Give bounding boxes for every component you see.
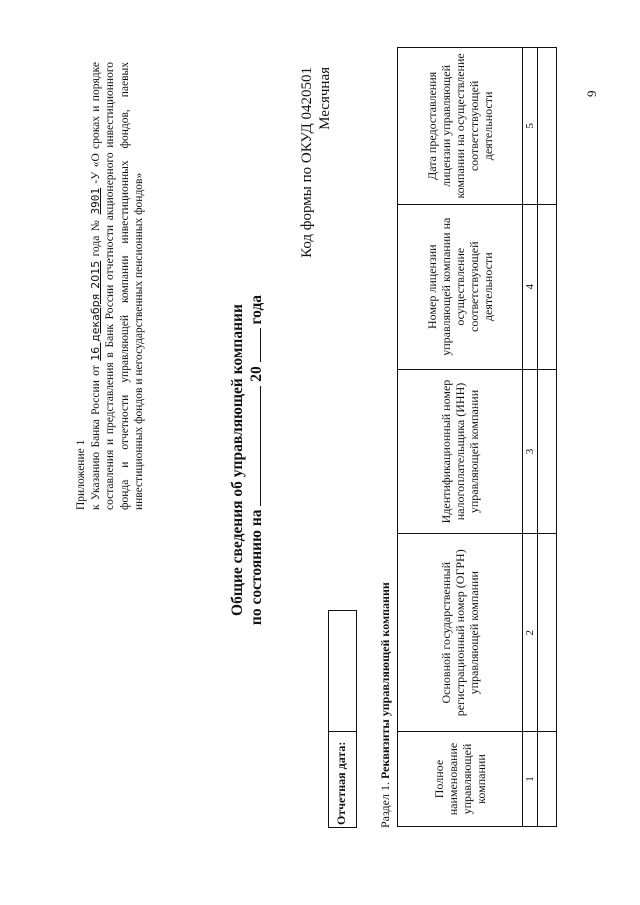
section-name: Реквизиты управляющей компании [378, 582, 392, 780]
appendix-number: 3901 [88, 187, 102, 215]
column-number: 5 [523, 48, 538, 205]
table-cell [538, 204, 557, 369]
report-date-box [328, 610, 357, 828]
appendix-text-before-date: к Указанию Банка России от [89, 365, 102, 510]
appendix-number-prefix: № [89, 218, 102, 232]
appendix-text-after-number: -У «О сроках и порядке составления и представления в Банк России отчетности акционерного инвестиционного фонда и отчетности управляющей компании инвестиционных фондов, паевых инвестиционных фондов и негосударственных пенсионных фондов» [89, 62, 145, 510]
appendix-text-after-date: года [89, 235, 102, 257]
periodicity: Месячная [317, 67, 333, 130]
header-full-name: Полное наименование управляющей компании [398, 732, 523, 827]
page-number: 9 [584, 90, 599, 97]
date-blank [248, 386, 261, 506]
report-date-label: Отчетная дата: [334, 741, 348, 825]
year-suffix: года [248, 294, 265, 325]
section-prefix: Раздел 1. [378, 782, 392, 828]
year-prefix: 20 [248, 366, 265, 382]
column-number: 3 [523, 369, 538, 534]
okud-block [298, 67, 334, 297]
okud-code: Код формы по ОКУД 0420501 [299, 67, 315, 258]
year-blank [248, 328, 261, 362]
appendix-reference [74, 62, 147, 510]
column-number: 4 [523, 204, 538, 369]
header-license-date: Дата предоставления лицензии управляющей компании на осуществление соответствующей деятельности [398, 48, 523, 205]
header-license-number: Номер лицензии управляющей компании на осуществление соответствующей деятельности [398, 204, 523, 369]
form-title [228, 280, 266, 640]
header-ogrn: Основной государственный регистрационный номер (ОГРН) управляющей компании [398, 534, 523, 732]
report-date-divider [329, 731, 356, 732]
form-title-line2 [247, 280, 266, 640]
appendix-date: 16 декабря 2015 [88, 260, 102, 361]
table-header-row [398, 48, 523, 827]
table-number-row [523, 48, 538, 827]
as-of-label: по состоянию на [248, 509, 265, 626]
header-inn: Идентификационный номер налогоплательщика (ИНН) управляющей компании [398, 369, 523, 534]
column-number: 2 [523, 534, 538, 732]
section-title [378, 582, 393, 828]
company-details-table [397, 47, 557, 827]
appendix-label: Приложение 1 [75, 439, 87, 510]
table-cell [538, 369, 557, 534]
table-cell [538, 48, 557, 205]
form-title-line1: Общие сведения об управляющей компании [229, 304, 246, 616]
table-row [538, 48, 557, 827]
table-cell [538, 534, 557, 732]
column-number: 1 [523, 732, 538, 827]
table-cell [538, 732, 557, 827]
